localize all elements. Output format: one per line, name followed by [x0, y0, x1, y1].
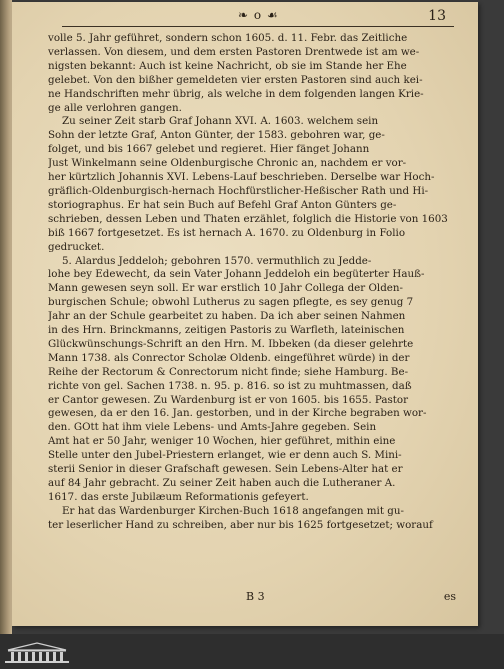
text-line: 1617. das erste Jubilæum Reformationis gefeyert. — [48, 490, 309, 503]
text-line: gedrucket. — [48, 240, 105, 253]
book-page — [12, 2, 478, 626]
text-line: schrieben, dessen Leben und Thaten erzählet, folglich die Historie von 1603 — [48, 212, 448, 225]
text-line: in des Hrn. Brinckmanns, zeitigen Pastoris zu Warfleth, lateinischen — [48, 324, 405, 337]
text-line: gewesen, da er den 16. Jan. gestorben, und in der Kirche begraben wor- — [48, 407, 427, 420]
text-line: Er hat das Wardenburger Kirchen-Buch 1618 angefangen mit gu- — [62, 504, 404, 517]
text-line: 5. Alardus Jeddeloh; gebohren 1570. vermuthlich zu Jedde- — [62, 254, 372, 267]
text-line: Stelle unter den Jubel-Priestern erlanget, wie er denn auch S. Mini- — [48, 449, 402, 462]
text-line: Jahr an der Schule gearbeitet zu haben. Da ich aber seinen Nahmen — [48, 310, 406, 323]
facing-page-edge — [0, 0, 12, 634]
text-line: nigsten bekannt: Auch ist keine Nachricht, ob sie im Stande her Ehe — [48, 59, 407, 72]
text-line: folget, und bis 1667 gelebet und regieret. Hier fänget Johann — [48, 143, 370, 156]
header-ornament: ❧ o ☙ — [238, 8, 279, 22]
text-line: verlassen. Von diesem, und dem ersten Pastoren Drentwede ist am we- — [48, 45, 420, 58]
body-text — [48, 32, 456, 533]
text-line: Sohn der letzte Graf, Anton Günter, der 1583. gebohren war, ge- — [48, 129, 385, 142]
catchword: es — [443, 590, 456, 603]
text-line: ter leserlicher Hand zu schreiben, aber nur bis 1625 fortgesetzet; worauf — [48, 518, 433, 531]
text-line: richte von gel. Sachen 1738. n. 95. p. 816. so ist zu muhtmassen, daß — [48, 379, 412, 392]
library-building-icon — [4, 642, 70, 664]
text-line: er Cantor gewesen. Zu Wardenburg ist er von 1605. bis 1655. Pastor — [48, 393, 409, 406]
text-line: storiographus. Er hat sein Buch auf Befehl Graf Anton Günters ge- — [48, 198, 397, 211]
text-line: Zu seiner Zeit starb Graf Johann XVI. A. 1603. welchem sein — [62, 115, 379, 128]
page-footer — [48, 590, 456, 606]
text-line: ge alle verlohren gangen. — [48, 101, 182, 114]
page-number: 13 — [428, 8, 446, 24]
text-line: gelebet. Von den bißher gemeldeten vier ersten Pastoren sind auch kei- — [48, 73, 423, 86]
running-header — [62, 8, 454, 27]
text-line: den. GOtt hat ihm viele Lebens- und Amts-Jahre gegeben. Sein — [48, 421, 377, 434]
text-line: ne Handschriften mehr übrig, als welche in dem folgenden langen Krie- — [48, 87, 424, 100]
text-line: auf 84 Jahr gebracht. Zu seiner Zeit haben auch die Lutheraner A. — [48, 477, 396, 489]
text-line: lohe bey Edewecht, da sein Vater Johann Jeddeloh ein begüterter Hauß- — [48, 268, 425, 281]
text-line: volle 5. Jahr geführet, sondern schon 1605. d. 11. Febr. das Zeitliche — [48, 32, 408, 44]
text-line: Mann gewesen seyn soll. Er war erstlich 10 Jahr Collega der Olden- — [48, 282, 404, 295]
text-line: her kürtzlich Johannis XVI. Lebens-Lauf beschrieben. Derselbe war Hoch- — [48, 171, 435, 184]
text-line: Just Winkelmann seine Oldenburgische Chronic an, nachdem er vor- — [48, 157, 407, 170]
text-line: Mann 1738. als Conrector Scholæ Oldenb. eingeführet würde) in der — [48, 351, 410, 364]
text-line: gräflich-Oldenburgisch-hernach Hochfürstlicher-Heßischer Rath und Hi- — [48, 184, 429, 197]
text-line: sterii Senior in dieser Grafschaft gewesen. Sein Lebens-Alter hat er — [48, 463, 403, 476]
signature-mark: B 3 — [246, 590, 265, 603]
text-line: burgischen Schule; obwohl Lutherus zu sagen pflegte, es sey genug 7 — [48, 296, 414, 309]
text-line: Amt hat er 50 Jahr, weniger 10 Wochen, hier geführet, mithin eine — [48, 435, 396, 448]
text-line: Glückwünschungs-Schrift an den Hrn. M. Ibbeken (da dieser gelehrte — [48, 337, 414, 350]
text-line: biß 1667 fortgesetzet. Es ist hernach A. 1670. zu Oldenburg in Folio — [48, 226, 406, 239]
text-line: Reihe der Rectorum & Conrectorum nicht finde; siehe Hamburg. Be- — [48, 365, 409, 378]
